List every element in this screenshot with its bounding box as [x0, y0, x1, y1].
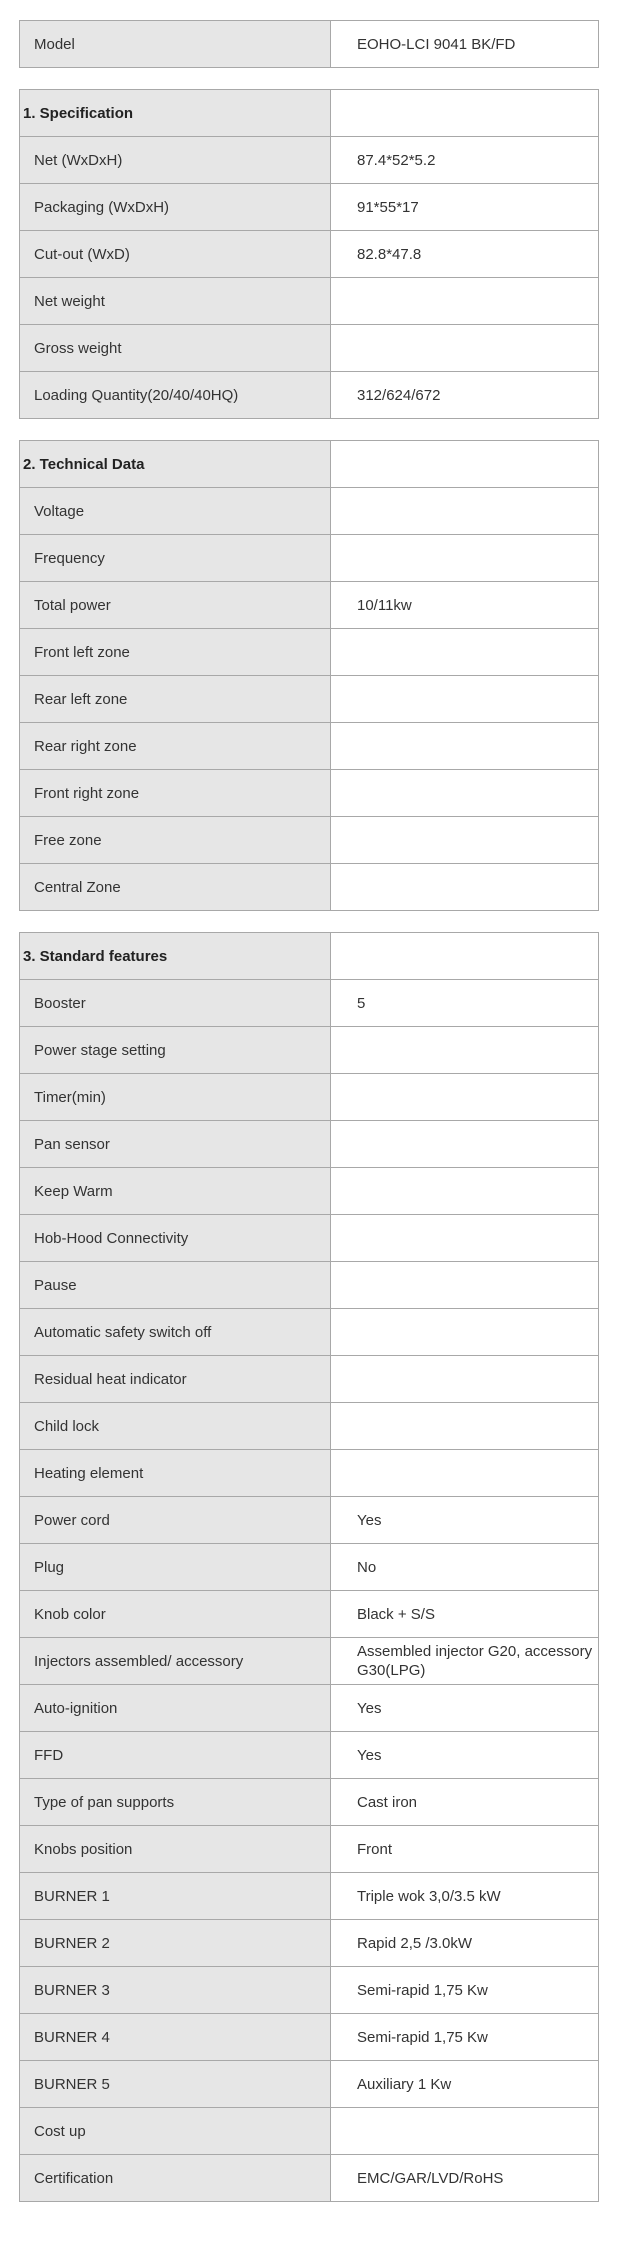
table-row	[20, 1967, 599, 2014]
row-value	[331, 325, 599, 372]
table-row	[20, 325, 599, 372]
table-row	[20, 676, 599, 723]
spec-sheet	[19, 20, 598, 2202]
table-row	[20, 535, 599, 582]
table-row	[20, 1826, 599, 1873]
section-header-row	[20, 933, 599, 980]
row-value: Assembled injector G20, accessory G30(LPG)	[331, 1638, 599, 1685]
section-title-blank	[331, 933, 599, 980]
row-label: Front right zone	[20, 770, 331, 817]
row-label: Free zone	[20, 817, 331, 864]
row-value	[331, 770, 599, 817]
table-row	[20, 1732, 599, 1779]
row-label: Keep Warm	[20, 1168, 331, 1215]
table-row	[20, 1544, 599, 1591]
section-title: 1. Specification	[20, 90, 331, 137]
row-label: Model	[20, 21, 331, 68]
row-label: Packaging (WxDxH)	[20, 184, 331, 231]
table-row	[20, 1779, 599, 1826]
table-row	[20, 864, 599, 911]
specification-table	[19, 89, 599, 419]
model-table	[19, 20, 599, 68]
row-label: Voltage	[20, 488, 331, 535]
table-row	[20, 231, 599, 278]
row-value: EOHO-LCI 9041 BK/FD	[331, 21, 599, 68]
table-row	[20, 1685, 599, 1732]
row-label: Power cord	[20, 1497, 331, 1544]
row-label: Loading Quantity(20/40/40HQ)	[20, 372, 331, 419]
row-value: No	[331, 1544, 599, 1591]
row-label: Timer(min)	[20, 1074, 331, 1121]
table-row	[20, 2108, 599, 2155]
row-value: Black + S/S	[331, 1591, 599, 1638]
table-row	[20, 1450, 599, 1497]
section-title-blank	[331, 441, 599, 488]
row-value	[331, 535, 599, 582]
row-label: Heating element	[20, 1450, 331, 1497]
row-label: Rear left zone	[20, 676, 331, 723]
row-value: Triple wok 3,0/3.5 kW	[331, 1873, 599, 1920]
row-value: Cast iron	[331, 1779, 599, 1826]
row-value	[331, 817, 599, 864]
row-value	[331, 1121, 599, 1168]
row-value: 5	[331, 980, 599, 1027]
row-label: BURNER 4	[20, 2014, 331, 2061]
table-row	[20, 2014, 599, 2061]
row-value: Semi-rapid 1,75 Kw	[331, 2014, 599, 2061]
row-value: Yes	[331, 1497, 599, 1544]
row-label: Plug	[20, 1544, 331, 1591]
section-header-row	[20, 441, 599, 488]
row-value: EMC/GAR/LVD/RoHS	[331, 2155, 599, 2202]
row-label: Pause	[20, 1262, 331, 1309]
row-value	[331, 1309, 599, 1356]
row-label: Knobs position	[20, 1826, 331, 1873]
row-label: Child lock	[20, 1403, 331, 1450]
row-label: Total power	[20, 582, 331, 629]
row-label: Pan sensor	[20, 1121, 331, 1168]
table-row	[20, 278, 599, 325]
row-value	[331, 1403, 599, 1450]
row-label: Injectors assembled/ accessory	[20, 1638, 331, 1685]
row-label: Automatic safety switch off	[20, 1309, 331, 1356]
row-value: 91*55*17	[331, 184, 599, 231]
table-row	[20, 137, 599, 184]
row-value	[331, 1027, 599, 1074]
table-row	[20, 372, 599, 419]
row-label: Power stage setting	[20, 1027, 331, 1074]
table-row	[20, 1403, 599, 1450]
table-row	[20, 817, 599, 864]
row-label: BURNER 1	[20, 1873, 331, 1920]
row-label: Net weight	[20, 278, 331, 325]
row-value	[331, 1074, 599, 1121]
row-value: Semi-rapid 1,75 Kw	[331, 1967, 599, 2014]
table-row	[20, 1638, 599, 1685]
row-value: 10/11kw	[331, 582, 599, 629]
row-value	[331, 1215, 599, 1262]
row-value	[331, 723, 599, 770]
row-label: BURNER 3	[20, 1967, 331, 2014]
table-row	[20, 1497, 599, 1544]
table-row	[20, 1168, 599, 1215]
row-label: Type of pan supports	[20, 1779, 331, 1826]
row-label: Auto-ignition	[20, 1685, 331, 1732]
table-row	[20, 2155, 599, 2202]
row-label: Front left zone	[20, 629, 331, 676]
table-row	[20, 2061, 599, 2108]
row-value	[331, 278, 599, 325]
row-label: Residual heat indicator	[20, 1356, 331, 1403]
table-row	[20, 1074, 599, 1121]
row-value	[331, 1356, 599, 1403]
row-label: Certification	[20, 2155, 331, 2202]
table-row	[20, 1027, 599, 1074]
section-title: 2. Technical Data	[20, 441, 331, 488]
table-row	[20, 1121, 599, 1168]
table-row	[20, 1591, 599, 1638]
row-label: Frequency	[20, 535, 331, 582]
table-row	[20, 1309, 599, 1356]
section-title: 3. Standard features	[20, 933, 331, 980]
row-value: Rapid 2,5 /3.0kW	[331, 1920, 599, 1967]
row-label: Rear right zone	[20, 723, 331, 770]
table-row	[20, 1262, 599, 1309]
section-title-blank	[331, 90, 599, 137]
table-row	[20, 723, 599, 770]
row-label: Gross weight	[20, 325, 331, 372]
row-value	[331, 1168, 599, 1215]
row-value: Auxiliary 1 Kw	[331, 2061, 599, 2108]
table-row	[20, 980, 599, 1027]
row-value: 82.8*47.8	[331, 231, 599, 278]
standard-features-table	[19, 932, 599, 2202]
table-row	[20, 21, 599, 68]
row-label: Knob color	[20, 1591, 331, 1638]
row-value	[331, 676, 599, 723]
table-row	[20, 184, 599, 231]
row-value: Yes	[331, 1685, 599, 1732]
row-label: Central Zone	[20, 864, 331, 911]
row-value: Yes	[331, 1732, 599, 1779]
row-value	[331, 1262, 599, 1309]
row-label: BURNER 5	[20, 2061, 331, 2108]
table-row	[20, 1215, 599, 1262]
row-value	[331, 629, 599, 676]
row-value	[331, 1450, 599, 1497]
row-label: BURNER 2	[20, 1920, 331, 1967]
table-row	[20, 488, 599, 535]
row-value	[331, 488, 599, 535]
row-label: FFD	[20, 1732, 331, 1779]
row-label: Hob-Hood Connectivity	[20, 1215, 331, 1262]
section-header-row	[20, 90, 599, 137]
row-label: Net (WxDxH)	[20, 137, 331, 184]
table-row	[20, 1356, 599, 1403]
row-value: 87.4*52*5.2	[331, 137, 599, 184]
table-row	[20, 629, 599, 676]
row-value	[331, 2108, 599, 2155]
table-row	[20, 770, 599, 817]
technical-data-table	[19, 440, 599, 911]
table-row	[20, 582, 599, 629]
row-label: Cost up	[20, 2108, 331, 2155]
table-row	[20, 1873, 599, 1920]
table-row	[20, 1920, 599, 1967]
row-value	[331, 864, 599, 911]
row-value: Front	[331, 1826, 599, 1873]
row-label: Booster	[20, 980, 331, 1027]
row-value: 312/624/672	[331, 372, 599, 419]
row-label: Cut-out (WxD)	[20, 231, 331, 278]
